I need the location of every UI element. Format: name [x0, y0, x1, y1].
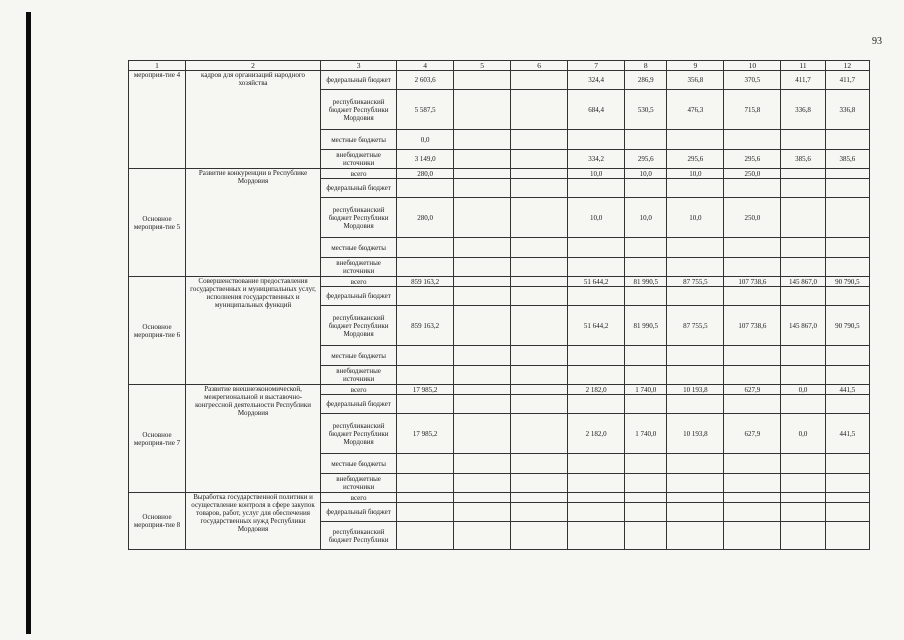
- table-row: [129, 277, 870, 287]
- value-cell: [397, 258, 454, 277]
- value-cell: [568, 179, 625, 198]
- value-cell: [511, 90, 568, 130]
- col-header: 5: [454, 61, 511, 71]
- value-cell: [511, 198, 568, 238]
- value-cell: 145 867,0: [781, 306, 825, 346]
- value-cell: [511, 277, 568, 287]
- value-cell: [568, 130, 625, 150]
- value-cell: [625, 130, 667, 150]
- value-cell: [667, 130, 724, 150]
- col-header: 9: [667, 61, 724, 71]
- funding-source: местные бюджеты: [321, 346, 397, 366]
- value-cell: 17 985,2: [397, 414, 454, 454]
- value-cell: 441,5: [825, 414, 869, 454]
- value-cell: [781, 366, 825, 385]
- value-cell: 10 193,8: [667, 414, 724, 454]
- measure-label: мероприя-тие 4: [129, 71, 186, 169]
- value-cell: [781, 287, 825, 306]
- value-cell: [667, 346, 724, 366]
- funding-source: местные бюджеты: [321, 238, 397, 258]
- value-cell: [781, 454, 825, 474]
- value-cell: 295,6: [667, 150, 724, 169]
- funding-source: местные бюджеты: [321, 130, 397, 150]
- value-cell: 107 738,6: [724, 277, 781, 287]
- value-cell: [625, 179, 667, 198]
- value-cell: [397, 238, 454, 258]
- value-cell: [825, 522, 869, 550]
- value-cell: [781, 169, 825, 179]
- value-cell: [667, 474, 724, 493]
- value-cell: [511, 71, 568, 90]
- value-cell: [511, 385, 568, 395]
- funding-source: федеральный бюджет: [321, 71, 397, 90]
- value-cell: 10,0: [667, 169, 724, 179]
- value-cell: [511, 258, 568, 277]
- value-cell: [454, 395, 511, 414]
- value-cell: [724, 493, 781, 503]
- value-cell: [724, 454, 781, 474]
- col-header: 12: [825, 61, 869, 71]
- value-cell: 859 163,2: [397, 306, 454, 346]
- value-cell: [625, 287, 667, 306]
- value-cell: 5 587,5: [397, 90, 454, 130]
- value-cell: [511, 493, 568, 503]
- value-cell: [454, 130, 511, 150]
- value-cell: 0,0: [397, 130, 454, 150]
- value-cell: 286,9: [625, 71, 667, 90]
- table-row: [129, 385, 870, 395]
- value-cell: [511, 346, 568, 366]
- value-cell: [397, 395, 454, 414]
- value-cell: [724, 346, 781, 366]
- value-cell: [568, 346, 625, 366]
- funding-source: внебюджетные источники: [321, 474, 397, 493]
- value-cell: [781, 503, 825, 522]
- value-cell: [825, 395, 869, 414]
- table-body: [129, 61, 870, 550]
- value-cell: 87 755,5: [667, 277, 724, 287]
- value-cell: 859 163,2: [397, 277, 454, 287]
- value-cell: [397, 346, 454, 366]
- value-cell: [568, 474, 625, 493]
- value-cell: 295,6: [625, 150, 667, 169]
- funding-source: всего: [321, 169, 397, 179]
- value-cell: [781, 346, 825, 366]
- value-cell: [397, 503, 454, 522]
- value-cell: 10,0: [568, 198, 625, 238]
- col-header: 8: [625, 61, 667, 71]
- value-cell: [454, 198, 511, 238]
- value-cell: 280,0: [397, 169, 454, 179]
- funding-source: всего: [321, 277, 397, 287]
- value-cell: 295,6: [724, 150, 781, 169]
- measure-name: Развитие внешнеэкономической, межрегиональной и выставочно-конгрессной деятельности Республики Мордовия: [186, 385, 321, 493]
- value-cell: [667, 258, 724, 277]
- value-cell: [781, 238, 825, 258]
- value-cell: 81 990,5: [625, 306, 667, 346]
- value-cell: [454, 366, 511, 385]
- value-cell: 370,5: [724, 71, 781, 90]
- value-cell: 684,4: [568, 90, 625, 130]
- value-cell: 90 790,5: [825, 306, 869, 346]
- scan-edge-bar: [26, 12, 31, 634]
- value-cell: [781, 522, 825, 550]
- value-cell: 87 755,5: [667, 306, 724, 346]
- value-cell: [781, 395, 825, 414]
- value-cell: [454, 150, 511, 169]
- value-cell: [724, 366, 781, 385]
- value-cell: 10,0: [625, 198, 667, 238]
- value-cell: 411,7: [825, 71, 869, 90]
- value-cell: [825, 503, 869, 522]
- value-cell: [667, 238, 724, 258]
- value-cell: [397, 522, 454, 550]
- value-cell: [625, 454, 667, 474]
- funding-source: федеральный бюджет: [321, 503, 397, 522]
- funding-source: федеральный бюджет: [321, 395, 397, 414]
- value-cell: [568, 522, 625, 550]
- value-cell: [625, 346, 667, 366]
- value-cell: [825, 169, 869, 179]
- value-cell: [511, 179, 568, 198]
- value-cell: 51 644,2: [568, 306, 625, 346]
- funding-source: республиканский бюджет Республики Мордовия: [321, 414, 397, 454]
- value-cell: [568, 493, 625, 503]
- value-cell: [667, 503, 724, 522]
- col-header: 11: [781, 61, 825, 71]
- value-cell: [724, 474, 781, 493]
- value-cell: [825, 179, 869, 198]
- value-cell: 1 740,0: [625, 385, 667, 395]
- value-cell: [625, 474, 667, 493]
- measure-name: Выработка государственной политики и осуществление контроля в сфере закупок товаров, работ, услуг для обеспечения государственных нужд Республики Мордовия: [186, 493, 321, 550]
- value-cell: 90 790,5: [825, 277, 869, 287]
- funding-source: всего: [321, 493, 397, 503]
- value-cell: 441,5: [825, 385, 869, 395]
- value-cell: [397, 454, 454, 474]
- value-cell: 530,5: [625, 90, 667, 130]
- measure-name: кадров для организаций народного хозяйства: [186, 71, 321, 169]
- col-header: 3: [321, 61, 397, 71]
- value-cell: 715,8: [724, 90, 781, 130]
- value-cell: 10,0: [625, 169, 667, 179]
- value-cell: 336,8: [825, 90, 869, 130]
- value-cell: [397, 474, 454, 493]
- funding-source: республиканский бюджет Республики Мордовия: [321, 306, 397, 346]
- value-cell: 2 182,0: [568, 385, 625, 395]
- value-cell: [454, 306, 511, 346]
- value-cell: [625, 258, 667, 277]
- value-cell: [724, 287, 781, 306]
- measure-label: Основное мероприя-тие 5: [129, 169, 186, 277]
- value-cell: [667, 522, 724, 550]
- value-cell: [825, 198, 869, 238]
- value-cell: [397, 493, 454, 503]
- table-row: [129, 71, 870, 90]
- measure-label: Основное мероприя-тие 6: [129, 277, 186, 385]
- value-cell: [397, 287, 454, 306]
- value-cell: [825, 474, 869, 493]
- value-cell: 385,6: [825, 150, 869, 169]
- value-cell: 81 990,5: [625, 277, 667, 287]
- value-cell: [511, 238, 568, 258]
- col-header: 2: [186, 61, 321, 71]
- value-cell: 250,0: [724, 198, 781, 238]
- value-cell: [568, 395, 625, 414]
- value-cell: [667, 454, 724, 474]
- value-cell: [511, 130, 568, 150]
- value-cell: [511, 522, 568, 550]
- value-cell: 1 740,0: [625, 414, 667, 454]
- value-cell: [568, 503, 625, 522]
- value-cell: [511, 474, 568, 493]
- value-cell: [625, 503, 667, 522]
- value-cell: [625, 366, 667, 385]
- value-cell: 3 149,0: [397, 150, 454, 169]
- value-cell: [511, 150, 568, 169]
- value-cell: [724, 238, 781, 258]
- value-cell: [511, 169, 568, 179]
- value-cell: [568, 454, 625, 474]
- value-cell: 0,0: [781, 385, 825, 395]
- funding-source: всего: [321, 385, 397, 395]
- value-cell: [454, 179, 511, 198]
- value-cell: 336,8: [781, 90, 825, 130]
- value-cell: [667, 287, 724, 306]
- value-cell: [454, 169, 511, 179]
- col-header: 6: [511, 61, 568, 71]
- value-cell: [781, 493, 825, 503]
- measure-name: Совершенствование предоставления государственных и муниципальных услуг, исполнения государственных и муниципальных функций: [186, 277, 321, 385]
- value-cell: [454, 493, 511, 503]
- value-cell: [511, 395, 568, 414]
- value-cell: 10,0: [568, 169, 625, 179]
- funding-source: республиканский бюджет Республики: [321, 522, 397, 550]
- value-cell: 411,7: [781, 71, 825, 90]
- measure-name: Развитие конкуренции в Республике Мордовия: [186, 169, 321, 277]
- value-cell: 356,8: [667, 71, 724, 90]
- value-cell: [454, 277, 511, 287]
- value-cell: 385,6: [781, 150, 825, 169]
- value-cell: [625, 522, 667, 550]
- value-cell: [568, 287, 625, 306]
- value-cell: [625, 395, 667, 414]
- value-cell: [724, 130, 781, 150]
- value-cell: 17 985,2: [397, 385, 454, 395]
- value-cell: [454, 287, 511, 306]
- value-cell: 51 644,2: [568, 277, 625, 287]
- value-cell: 2 603,6: [397, 71, 454, 90]
- value-cell: [454, 71, 511, 90]
- value-cell: 476,3: [667, 90, 724, 130]
- value-cell: [667, 366, 724, 385]
- value-cell: [454, 414, 511, 454]
- value-cell: [724, 522, 781, 550]
- measure-label: Основное мероприя-тие 7: [129, 385, 186, 493]
- header-row: [129, 61, 870, 71]
- value-cell: 324,4: [568, 71, 625, 90]
- value-cell: 280,0: [397, 198, 454, 238]
- value-cell: [511, 366, 568, 385]
- value-cell: [667, 493, 724, 503]
- funding-source: местные бюджеты: [321, 454, 397, 474]
- value-cell: [454, 474, 511, 493]
- value-cell: 250,0: [724, 169, 781, 179]
- value-cell: 627,9: [724, 414, 781, 454]
- value-cell: 0,0: [781, 414, 825, 454]
- value-cell: 10,0: [667, 198, 724, 238]
- funding-source: внебюджетные источники: [321, 150, 397, 169]
- value-cell: [825, 258, 869, 277]
- value-cell: [511, 287, 568, 306]
- value-cell: 334,2: [568, 150, 625, 169]
- table-row: [129, 169, 870, 179]
- measure-label: Основное мероприя-тие 8: [129, 493, 186, 550]
- funding-source: республиканский бюджет Республики Мордовия: [321, 198, 397, 238]
- value-cell: [781, 130, 825, 150]
- funding-source: внебюджетные источники: [321, 366, 397, 385]
- value-cell: [568, 238, 625, 258]
- value-cell: 145 867,0: [781, 277, 825, 287]
- value-cell: [625, 493, 667, 503]
- value-cell: 10 193,8: [667, 385, 724, 395]
- funding-source: федеральный бюджет: [321, 287, 397, 306]
- value-cell: [397, 179, 454, 198]
- value-cell: 2 182,0: [568, 414, 625, 454]
- value-cell: [724, 258, 781, 277]
- value-cell: [667, 179, 724, 198]
- value-cell: [781, 258, 825, 277]
- value-cell: [825, 454, 869, 474]
- value-cell: [667, 395, 724, 414]
- value-cell: [454, 258, 511, 277]
- value-cell: [454, 454, 511, 474]
- value-cell: [781, 179, 825, 198]
- col-header: 4: [397, 61, 454, 71]
- funding-source: республиканский бюджет Республики Мордовия: [321, 90, 397, 130]
- value-cell: [568, 258, 625, 277]
- value-cell: [511, 503, 568, 522]
- page-number: 93: [872, 36, 882, 47]
- value-cell: [825, 130, 869, 150]
- col-header: 1: [129, 61, 186, 71]
- value-cell: [568, 366, 625, 385]
- value-cell: [397, 366, 454, 385]
- value-cell: [511, 414, 568, 454]
- budget-table: [128, 60, 870, 550]
- table-row: [129, 493, 870, 503]
- col-header: 7: [568, 61, 625, 71]
- funding-source: федеральный бюджет: [321, 179, 397, 198]
- value-cell: [825, 238, 869, 258]
- value-cell: [724, 503, 781, 522]
- value-cell: [724, 395, 781, 414]
- value-cell: [825, 346, 869, 366]
- value-cell: [454, 346, 511, 366]
- col-header: 10: [724, 61, 781, 71]
- value-cell: [625, 238, 667, 258]
- value-cell: 627,9: [724, 385, 781, 395]
- value-cell: [511, 454, 568, 474]
- value-cell: [781, 198, 825, 238]
- value-cell: [781, 474, 825, 493]
- funding-source: внебюджетные источники: [321, 258, 397, 277]
- value-cell: [825, 366, 869, 385]
- value-cell: [511, 306, 568, 346]
- value-cell: [454, 385, 511, 395]
- value-cell: 107 738,6: [724, 306, 781, 346]
- value-cell: [454, 90, 511, 130]
- value-cell: [454, 522, 511, 550]
- value-cell: [825, 287, 869, 306]
- value-cell: [454, 503, 511, 522]
- value-cell: [724, 179, 781, 198]
- value-cell: [825, 493, 869, 503]
- value-cell: [454, 238, 511, 258]
